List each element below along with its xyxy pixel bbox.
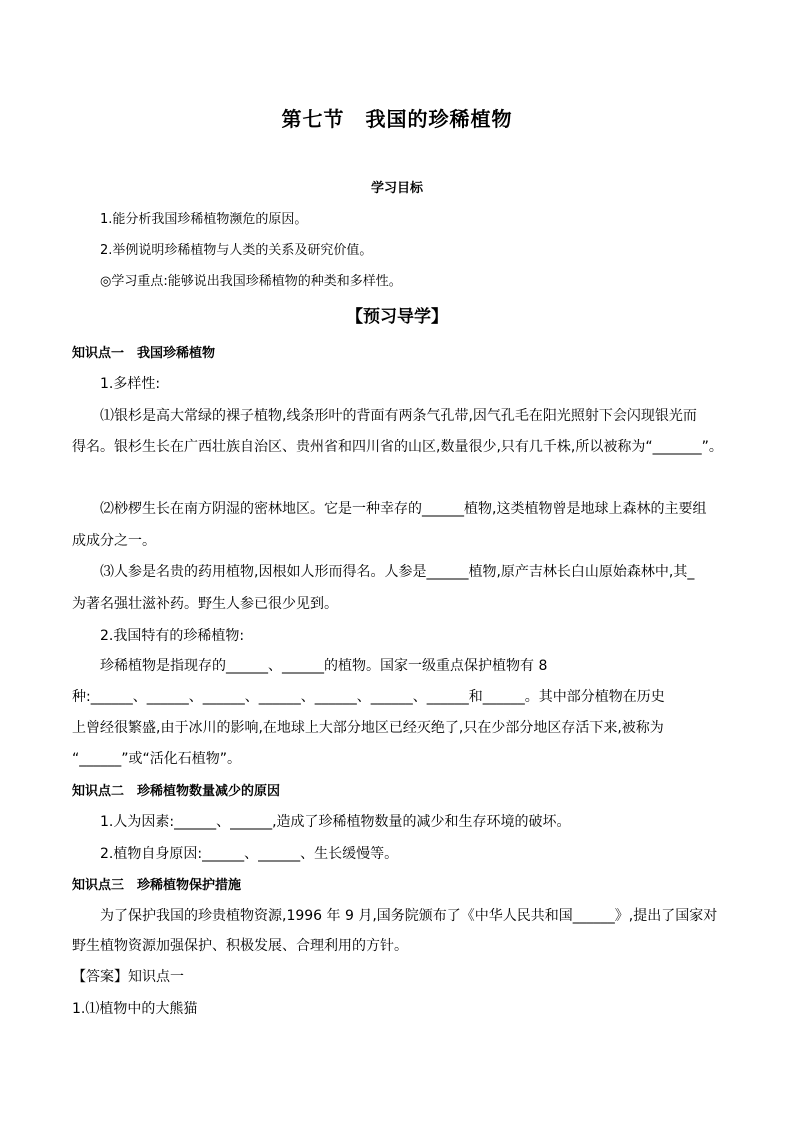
paragraph-line: 为著名强壮滋补药。野生人参已很少见到。 [72, 596, 338, 612]
paragraph-line: 2.我国特有的珍稀植物: [100, 628, 245, 644]
paragraph-line: “______”或“活化石植物”。 [72, 751, 242, 767]
paragraph-line: ⑶人参是名贵的药用植物,因根如人形而得名。人参是______植物,原产吉林长白山原始森林中,其_ [100, 564, 695, 580]
answer-label: 【答案】知识点一 [72, 969, 184, 985]
knowledge-point-3-heading: 知识点三 珍稀植物保护措施 [72, 878, 242, 893]
objective-item: 1.能分析我国珍稀植物濒危的原因。 [100, 212, 308, 227]
paragraph-line: 成成分之一。 [72, 533, 156, 549]
key-point: ◎学习重点:能够说出我国珍稀植物的种类和多样性。 [100, 274, 402, 289]
paragraph-line: 珍稀植物是指现存的______、______的植物。国家一级重点保护植物有 8 [100, 658, 548, 674]
answer-line: 1.⑴植物中的大熊猫 [72, 1001, 198, 1017]
objective-item: 2.举例说明珍稀植物与人类的关系及研究价值。 [100, 243, 373, 258]
paragraph-line: ⑴银杉是高大常绿的裸子植物,线条形叶的背面有两条气孔带,因气孔毛在阳光照射下会闪现银光而 [100, 408, 697, 424]
paragraph-line: 野生植物资源加强保护、积极发展、合理利用的方针。 [72, 938, 408, 954]
paragraph-line: 种:______、______、______、______、______、______、______和______。其中部分植物在历史 [72, 689, 665, 705]
paragraph-line: 得名。银杉生长在广西壮族自治区、贵州省和四川省的山区,数量很少,只有几千株,所以被称为“_______”。 [72, 439, 723, 455]
paragraph-line: 2.植物自身原因:______、______、生长缓慢等。 [100, 846, 399, 862]
knowledge-point-2-heading: 知识点二 珍稀植物数量减少的原因 [72, 784, 281, 799]
paragraph-line: ⑵桫椤生长在南方阴湿的密林地区。它是一种幸存的______植物,这类植物曾是地球上森林的主要组 [100, 501, 707, 517]
objectives-heading: 学习目标 [370, 181, 423, 196]
page-title: 第七节 我国的珍稀植物 [281, 107, 513, 131]
paragraph-line: 1.人为因素:______、______,造成了珍稀植物数量的减少和生存环境的破坏。 [100, 814, 571, 830]
preview-heading: 【预习导学】 [346, 307, 448, 327]
paragraph-line: 1.多样性: [100, 376, 161, 392]
paragraph-line: 上曾经很繁盛,由于冰川的影响,在地球上大部分地区已经灭绝了,只在少部分地区存活下来,被称为 [72, 720, 664, 736]
paragraph-line: 为了保护我国的珍贵植物资源,1996 年 9 月,国务院颁布了《中华人民共和国______》,提出了国家对 [100, 908, 718, 924]
knowledge-point-1-heading: 知识点一 我国珍稀植物 [72, 346, 216, 361]
